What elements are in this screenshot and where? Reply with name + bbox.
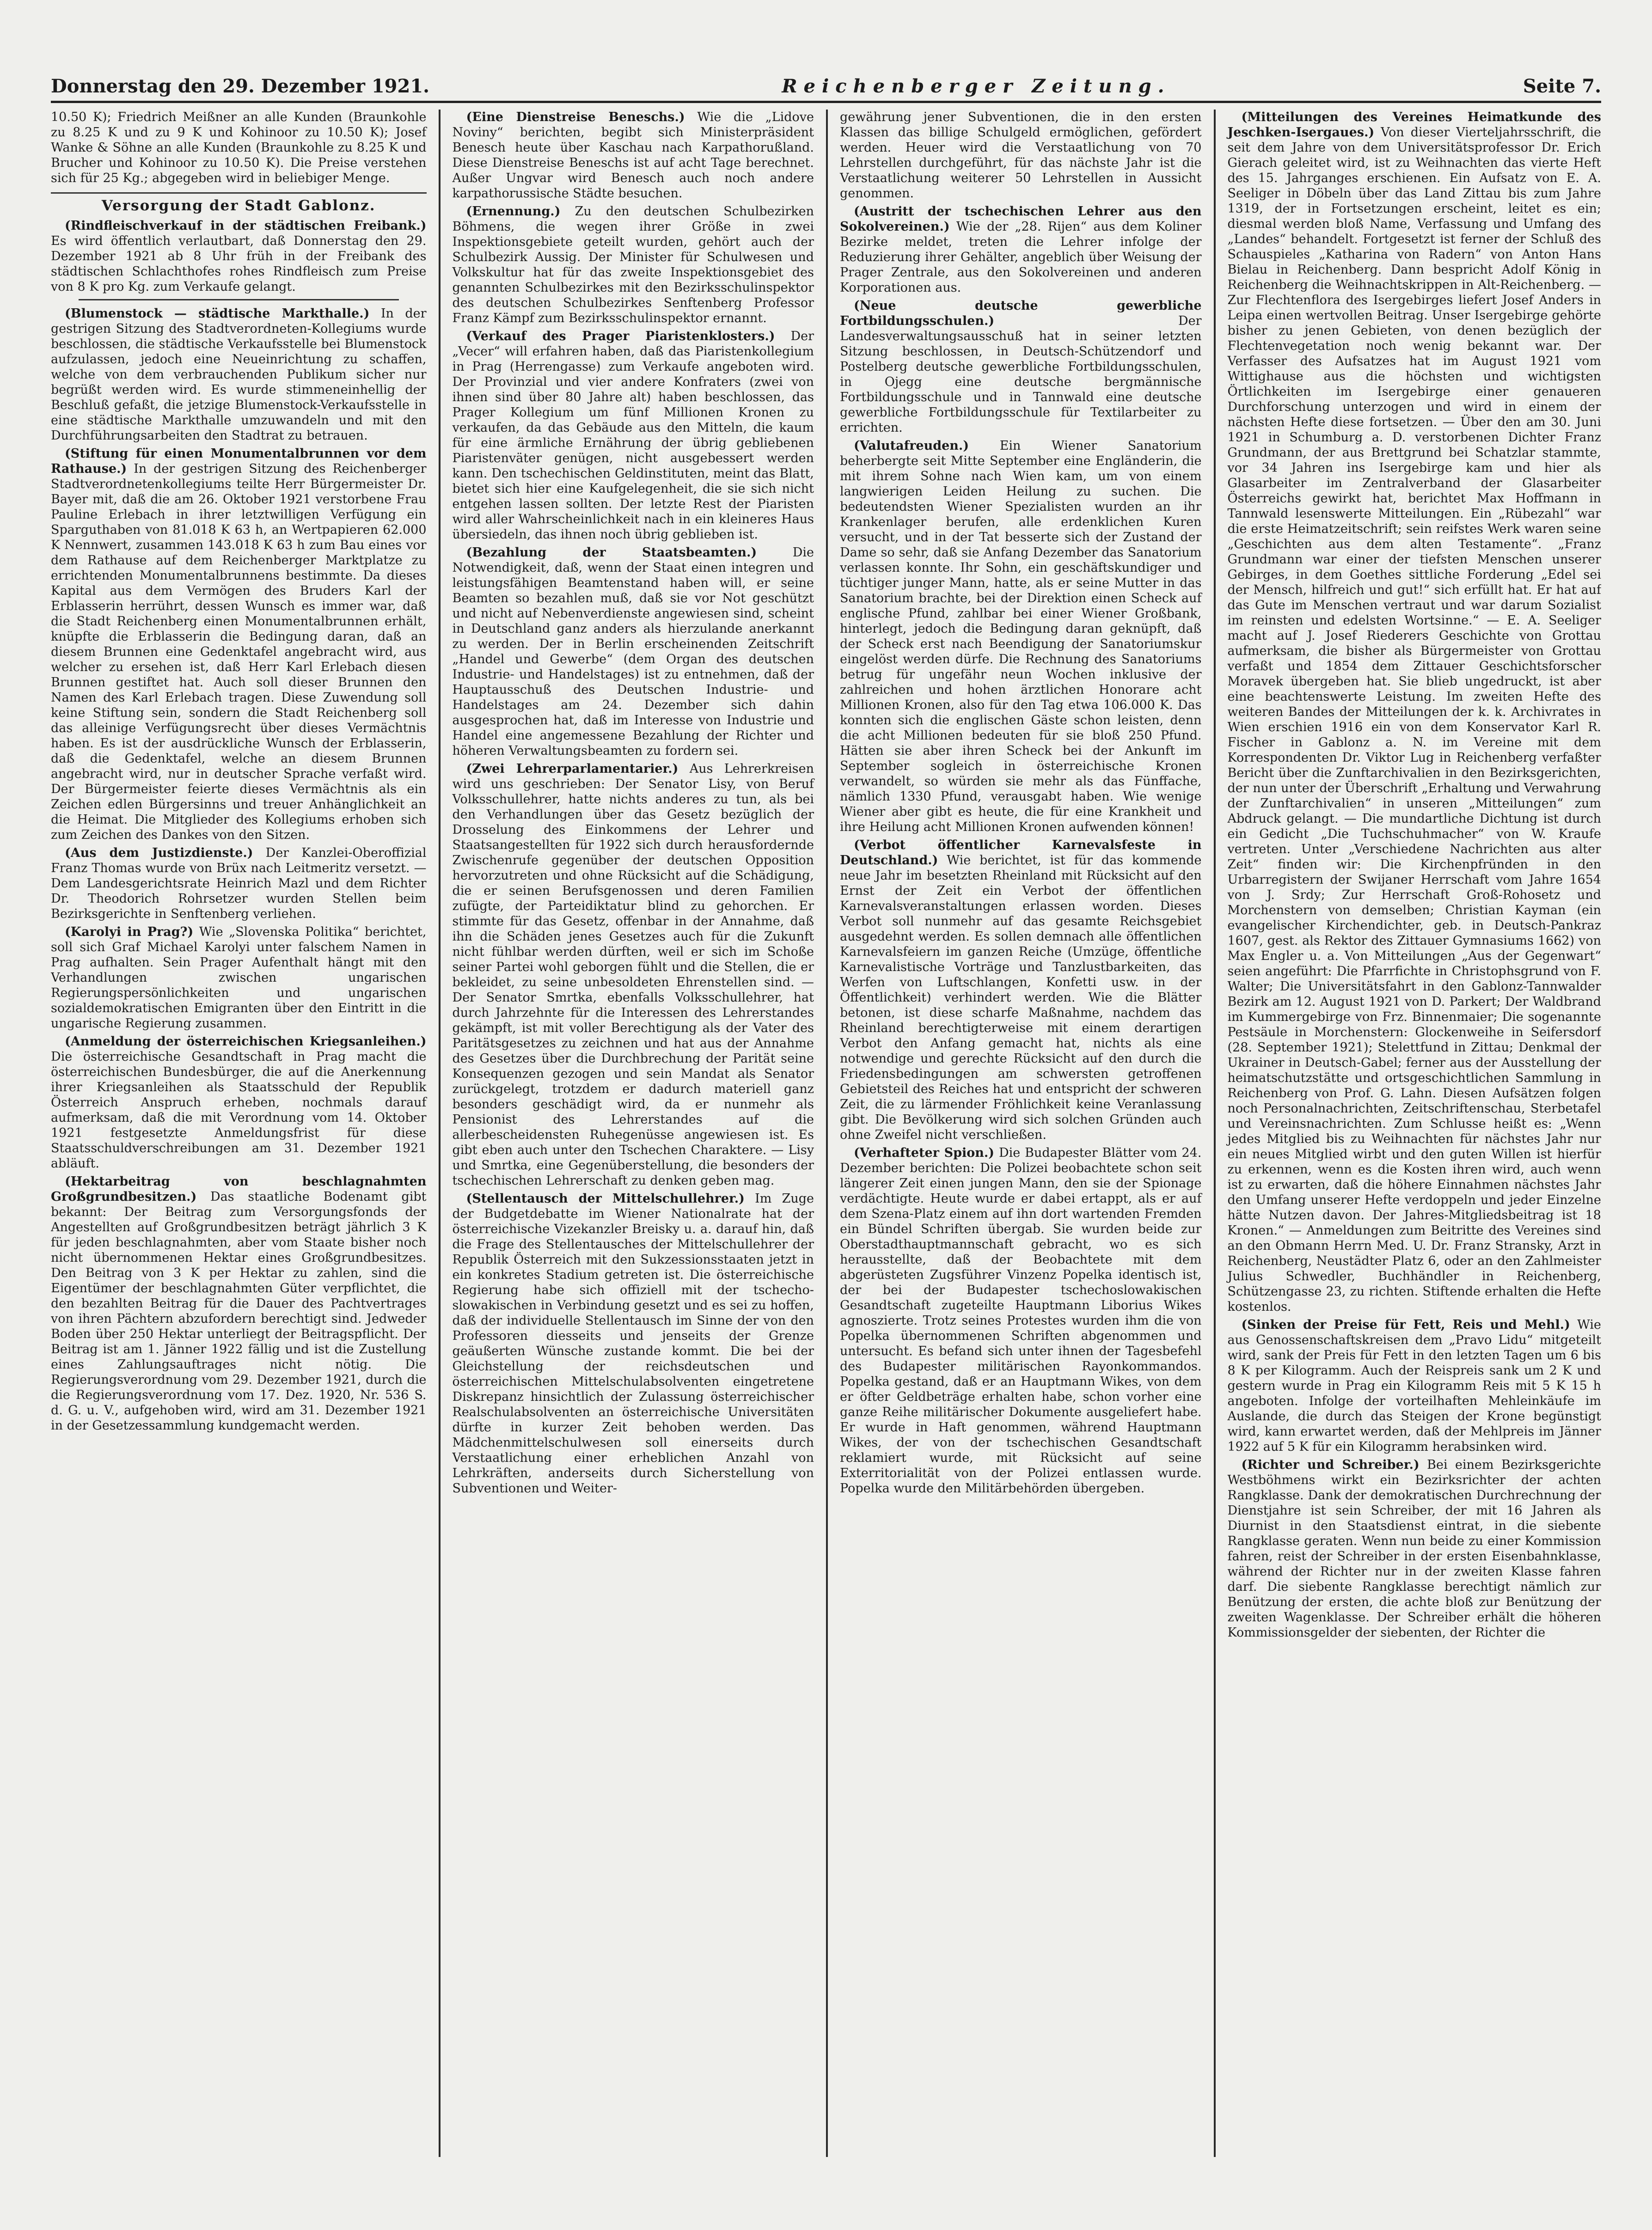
article — [1228, 1457, 1602, 1640]
article — [840, 298, 1202, 435]
divider — [79, 299, 399, 300]
article — [840, 837, 1202, 1142]
article-headline: (Bezahlung der Staatsbeamten.) — [466, 545, 757, 560]
article-body: Die Budapester Blätter vom 24. Dezember berichten: Die Polizei beobachtete schon seit längerer Zeit einen jungen Mann, den sie der Spionage verdächtigte. Heute wurde er dabei ertappt, als er auf dem Szena-Platz einem auf ihn dort wartenden Fremden ein Bündel Schriften übergab. Sie wurden beide zur Oberstadthauptmannschaft gebracht, wo es sich herausstellte, daß der Beobachtete mit dem abgerüsteten Zugsführer Vinzenz Popelka identisch ist, der bei der Budapester tschechoslowakischen Gesandtschaft zugeteilte Hauptmann Liborius Wikes agnoszierte. Trotz seines Protestes wurden ihm die von Popelka übernommenen Schriften abgenommen und untersucht. Es befand sich unter ihnen der Tagesbefehl des Budapester militärischen Rayonkommandos. Popelka gestand, daß er an Hauptmann Wikes, von dem er öfter Geldbeträge erhalten habe, schon vorher eine ganze Reihe militärischer Dokumente ausgeliefert habe. Er wurde in Haft genommen, während Hauptmann Wikes, der von der tschechischen Gesandtschaft reklamiert wurde, mit Rücksicht auf seine Exterritorialität von der Polizei entlassen wurde. Popelka wurde den Militärbehörden übergeben. — [840, 1146, 1202, 1496]
article-body: Wie berichtet, ist für das kommende neue Jahr im besetzten Rheinland mit Rücksicht auf den Ernst der Zeit ein Verbot der öffentlichen Karnevalsveranstaltungen erlassen worden. Dieses Verbot soll nunmehr auf das gesamte Reichsgebiet ausgedehnt werden. Es sollen demnach alle öffentlichen Karnevalsfeiern im ganzen Reiche (Umzüge, öffentliche Karnevalistische Vorträge und Tanzlustbarkeiten, das Werfen von Luftschlangen, Konfetti usw. in der Öffentlichkeit) verhindert werden. Wie die Blätter betonen, ist diese scharfe Maßnahme, nachdem das Rheinland berechtigterweise mit einem derartigen Verbot den Anfang gemacht hat, nichts als eine notwendige und gerechte Rücksicht auf den durch die Friedensbedingungen am schwersten getroffenen Gebietsteil des Reiches hat und entspricht der schweren Zeit, die zu lärmender Fröhlichkeit keine Veranlassung gibt. Die Bevölkerung wird sich solchen Gründen auch ohne Zweifel nicht verschließen. — [840, 853, 1202, 1142]
article — [453, 1191, 814, 1496]
article — [453, 204, 814, 326]
column-3 — [826, 110, 1214, 2157]
article-body: Wie „Slovenska Politika“ berichtet, soll sich Graf Michael Karolyi unter falschem Namen in Prag aufhalten. Sein Prager Aufenthalt hängt mit den Verhandlungen zwischen ungarischen Regierungspersönlichkeiten und ungarischen sozialdemokratischen Emigranten über den Eintritt in die ungarische Regierung zusammen. — [51, 925, 427, 1031]
article — [453, 545, 814, 758]
article-body: Die Notwendigkeit, daß, wenn der Staat einen integren und leistungsfähigen Beamtenstand haben will, er seine Beamten so bezahlen muß, daß sie vor Not geschützt und nicht auf Nebenverdienste angewiesen sind, scheint in Deutschland ganz anders als hierzulande anerkannt zu werden. Der in Berlin erscheinenden Zeitschrift „Handel und Gewerbe“ (dem Organ des deutschen Industrie- und Handelstages) ist zu entnehmen, daß der Hauptausschuß des Deutschen Industrie- und Handelstages am 24. Dezember sich dahin ausgesprochen hat, daß im Interesse von Industrie und Handel eine angemessene Bezahlung der Richter und höheren Verwaltungsbeamten zu fordern sei. — [452, 545, 814, 758]
article-body: Ein Wiener Sanatorium beherbergte seit Mitte September eine Engländerin, die mit ihrem Sohne nach Wien kam, um von einem langwierigen Leiden Heilung zu suchen. Die bedeutendsten Wiener Spezialisten wurden an ihr Krankenlager berufen, alle erdenklichen Kuren versucht, und in der Tat besserte sich der Zustand der Dame so sehr, daß sie Anfang Dezember das Sanatorium verlassen konnte. Ihr Sohn, ein geschäftskundiger und tüchtiger junger Mann, hatte, als er seine Mutter in das Sanatorium brachte, bei der Direktion einen Scheck auf englische Pfund, zahlbar bei einer Wiener Großbank, hinterlegt, jedoch die Bedingung daran geknüpft, daß der Scheck erst nach Beendigung der Sanatoriumskur eingelöst werden dürfe. Die Rechnung des Sanatoriums betrug für ungefähr neun Wochen inklusive der zahlreichen und hohen ärztlichen Honorare acht Millionen Kronen, also für den Tag etwa 106.000 K. Das konnten sich die englischen Gäste schon leisten, denn die acht Millionen bedeuten für sie bloß 250 Pfund. Hätten sie aber ihren Scheck bei der Ankunft im September sogleich in österreichische Kronen verwandelt, so würden sie mehr als das Fünffache, nämlich 1330 Pfund, verausgabt haben. Wie wenige Wiener aber gibt es heute, die für eine Krankheit und ihre Heilung acht Millionen Kronen aufwenden können! — [840, 439, 1202, 834]
column-4 — [1214, 110, 1602, 2157]
article-headline: (Zwei Lehrerparlamentarier.) — [466, 762, 679, 776]
article-body: Der Kanzlei-Oberoffizial Franz Thomas wurde von Brüx nach Leitmeritz versetzt. — Dem Landesgerichtsrate Heinrich Mazl und dem Richter Dr. Theodorich Rohrsetzer wurden Stellen beim Bezirksgerichte in Senftenberg verliehen. — [51, 846, 427, 921]
article-headline: (Karolyi in Prag?) — [65, 925, 194, 939]
section-heading: Versorgung der Stadt Gablonz. — [51, 192, 427, 214]
article — [453, 110, 814, 201]
article-headline: (Hektarbeitrag von beschlagnahmten Großgrundbesitzen.) — [51, 1174, 427, 1204]
article-headline: (Eine Dienstreise Beneschs.) — [466, 110, 685, 124]
article-body: Wie die „Lidove Noviny“ berichten, begibt sich Ministerpräsident Benesch heute über Kaschau nach Karpathorußland. Diese Dienstreise Beneschs ist auf acht Tage berechnet. Außer Ungvar wird Benesch auch noch andere karpathorussische Städte besuchen. — [452, 110, 814, 201]
article — [51, 218, 427, 294]
article-headline: (Blumenstock — städtische Markthalle.) — [65, 306, 370, 321]
article-body: In der gestrigen Sitzung des Reichenberger Stadtverordnetenkollegiums teilte Herr Bürgermeister Dr. Bayer mit, daß die am 26. Oktober 1921 verstorbene Frau Pauline Erlebach in ihrer letztwilligen Verfügung ein Sparguthaben von 81.018 K 63 h, an Wertpapieren 62.000 K Nennwert, zusammen 143.018 K 63 h zum Bau eines vor dem Rathause auf dem Reichenberger Marktplatze zu errichtenden Monumentalbrunnens bestimmte. Da dieses Kapital aus dem Vermögen des Bruders Karl der Erblasserin herrührt, dessen Wunsch es immer war, daß die Stadt Reichenberg einen Monumentalbrunnen erhält, knüpfte die Erblasserin die Bedingung daran, daß an diesem Brunnen eine Gedenktafel angebracht wird, aus welcher zu ersehen ist, daß Herr Karl Erlebach diesen Brunnen gestiftet hat. Auch soll dieser Brunnen den Namen des Karl Erlebach tragen. Diese Zuwendung soll keine Stiftung sein, sondern die Stadt Reichenberg soll das alleinige Verfügungsrecht über dieses Vermächtnis haben. Es ist der ausdrückliche Wunsch der Erblasserin, daß die Gedenktafel, welche an diesem Brunnen angebracht wird, nur in deutscher Sprache verfaßt wird. Der Bürgermeister feierte dieses Vermächtnis als ein Zeichen edlen Bürgersinns und treuer Anhänglichkeit an die Heimat. Die Mitglieder des Kollegiums erhoben sich zum Zeichen des Dankes von den Sitzen. — [51, 462, 427, 842]
article — [453, 761, 814, 1188]
article-headline: (Richter und Schreiber.) — [1241, 1458, 1419, 1472]
article-headline: (Austritt der tschechischen Lehrer aus den Sokolvereinen.) — [840, 204, 1202, 234]
article-body: Der Landesverwaltungsausschuß hat in seiner letzten Sitzung beschlossen, in Deutsch-Schützendorf und Postelberg deutsche gewerbliche Fortbildungsschulen, in Ojegg eine deutsche bergmännische Fortbildungsschule und in Tannwald eine deutsche gewerbliche Fortbildungsschule für Textilarbeiter zu errichten. — [840, 314, 1202, 435]
article-headline: (Sinken der Preise für Fett, Reis und Mehl.) — [1241, 1318, 1570, 1332]
article — [51, 1034, 427, 1171]
article — [51, 446, 427, 843]
article-body: Wie der „28. Rijen“ aus dem Koliner Bezirke meldet, treten die Lehrer infolge der Reduzierung ihrer Gehälter, angeblich über Weisung der Prager Zentrale, aus den Sokolvereinen und anderen Korporationen aus. — [840, 220, 1202, 295]
article-headline: (Verbot öffentlicher Karnevalsfeste in Deutschland.) — [840, 838, 1202, 868]
article — [1228, 1317, 1602, 1454]
article-body: Im Zuge der Budgetdebatte im Wiener Nationalrate hat der österreichische Vizekanzler Breisky u. a. darauf hin, daß die Frage des Stellentausches der Mittelschullehrer der Republik Österreich mit den Sukzessionsstaaten jetzt in ein konkretes Stadium getreten ist. Die österreichische Regierung habe sich offiziell mit der tschecho-slowakischen in Verbindung gesetzt und es sei zu hoffen, daß der individuelle Stellentausch im Sinne der von den Professoren diesseits und jenseits der Grenze geäußerten Wünsche zustande kommt. Die bei der Gleichstellung der reichsdeutschen und österreichischen Mittelschulabsolventen eingetretene Diskrepanz hinsichtlich der Zulassung österreichischer Realschulabsolventen an österreichische Universitäten dürfte in kurzer Zeit behoben werden. Das Mädchenmittelschulwesen soll einerseits durch Verstaatlichung einer erheblichen Anzahl von Lehrkräften, anderseits durch Sicherstellung von Subventionen und Weiter- — [452, 1191, 814, 1496]
article-headline: (Verkauf des Prager Piaristenklosters.) — [466, 329, 775, 343]
column-2 — [439, 110, 826, 2157]
article — [840, 1145, 1202, 1496]
article — [51, 924, 427, 1031]
issue-date: Donnerstag den 29. Dezember 1921. — [51, 75, 430, 97]
article-body: Der „Vecer“ will erfahren haben, daß das Piaristenkollegium in Prag (Herrengasse) zum Verkaufe angeboten wird. Der Provinzial und vier andere Konfraters (zwei von ihnen sind über 80 Jahre alt) haben beschlossen, das Prager Kollegium um fünf Millionen Kronen zu verkaufen, da das Gebäude aus den Mitteln, die kaum für eine ärmliche Ernährung der übrig gebliebenen Piaristenväter genügen, nicht ausgebessert werden kann. Den tschechischen Geldinstituten, meint das Blatt, bietet sich hier eine Kaufgelegenheit, die sie sich nicht entgehen lassen sollten. Der letzte Rest der Piaristen wird aller Wahrscheinlichkeit nach in ein kleineres Haus übersiedeln, das ihnen noch übrig geblieben ist. — [452, 329, 814, 542]
article-body: Die österreichische Gesandtschaft in Prag macht die österreichischen Bundesbürger, die auf die Anerkennung ihrer Kriegsanleihen als Staatsschuld der Republik Österreich Anspruch erheben, nochmals darauf aufmerksam, daß die mit Verordnung vom 14. Oktober 1921 festgesetzte Anmeldungsfrist für diese Staatsschuldverschreibungen am 31. Dezember 1921 abläuft. — [51, 1050, 427, 1171]
article-body: Von dieser Vierteljahrsschrift, die seit dem Jahre von dem Universitätsprofessor Dr. Erich Gierach geleitet wird, ist zu Weihnachten das vierte Heft des 15. Jahrganges erschienen. Ein Aufsatz von E. A. Seeliger in Döbeln über das Land Zittau bis zum Jahre 1319, der in Fortsetzungen erscheint, leitet es ein; diesmal werden bloß Name, Verfassung und Umfang des „Landes“ behandelt. Fortgesetzt ist ferner der Schluß des Schauspieles „Katharina von Radern“ von Anton Hans Bielau in Reichenberg. Dann bespricht Adolf König in Reichenberg die Weihnachtskrippen in Alt-Reichenberg. — Zur Flechtenflora des Isergebirges liefert Josef Anders in Leipa einen wertvollen Beitrag. Unser Isergebirge gehörte bisher zu jenen Gebieten, von denen bezüglich der Flechtenvegetation noch wenig bekannt war. Der Verfasser des Aufsatzes hat im August 1921 vom Wittighause aus die höchsten und wichtigsten Örtlichkeiten im Isergebirge einer genaueren Durchforschung unterzogen und wird in einem der nächsten Hefte diese fortsetzen. — Über den am 30. Juni 1921 in Schumburg a. D. verstorbenen Dichter Franz Grundmann, der aus Brettgrund bei Schatzlar stammte, vor 34 Jahren ins Isergebirge kam und hier als Glasarbeiter im Zentralverband der Glasarbeiter Österreichs gewirkt hat, berichtet Max Hoffmann in Tannwald lesenswerte Mitteilungen. Ein „Rübezahl“ war die erste Heimatzeitschrift; sein reifstes Werk waren seine „Geschichten aus dem alten Testamente“. „Franz Grundmann war einer der tiefsten Menschen unserer Gebirges, in dem Goethes sittliche Forderung „Edel sei der Mensch, hilfreich und gut!“ sich erfüllt hat. Er hat auf das Gute im Menschen vertraut und war darum Sozialist im reinsten und edelsten Wortsinne.“ — E. A. Seeliger macht auf J. Josef Riederers Geschichte von Grottau aufmerksam, die bisher als Bürgermeister von Grottau verfaßt und 1854 dem Zittauer Geschichtsforscher Moravek übergeben hat. Sie blieb ungedruckt, ist aber eine beachtenswerte Leistung. Im zweiten Hefte des weiteren Bandes der Mitteilungen der k. k. Archivrates in Wien erschien 1916 ein von dem Konservator Karl R. Fischer in Gablonz a. N. im Vereine mit dem Korrespondenten Dr. Viktor Lug in Reichenberg verfaßter Bericht über die Zunftarchivalien in den Bezirksgerichten, der nun unter der Überschrift „Erhaltung und Verwahrung der Zunftarchivalien“ in unseren „Mitteilungen“ zum Abdruck gelangt. — Die mundartliche Dichtung ist durch ein Gedicht „Die Tuchschuhmacher“ von W. Kraufe vertreten. Unter „Verschiedene Nachrichten aus alter Zeit“ finden wir: Die Kirchenpfründen in den Urbarregistern der Swijaner Herrschaft vom Jahre 1654 von J. Srdy; Zur Herrschaft Groß-Rohosetz und Morchenstern von demselben; Christian Kayman (ein evangelischer Kirchendichter, geb. in Deutsch-Pankraz 1607, gest. als Rektor des Zittauer Gymnasiums 1662) von Max Engler u. a. Von Mitteilungen „Aus der Gegenwart“ seien angeführt: Die Pfarrfichte in Christophsgrund von F. Walter; Die Universitätsfahrt in den Gablonz-Tannwalder Bezirk am 12. August 1921 von D. Parkert; Der Waldbrand im Kummergebirge von Frz. Binnenmaier; Die sogenannte Pestsäule in Morchenstern: Glockenweihe in Seifersdorf (28. September 1921); Stelettfund in Zittau; Denkmal der Ukrainer in Deutsch-Gabel; ferner aus der Ausstellung der heimatschutzstätte und ortsgeschichtlichen Sammlung in Reichenberg von Prof. G. Lahn. Diesen Aufsätzen folgen noch Personalnachrichten, Zeitschriftenschau, Sterbetafel und Vereinsnachrichten. Zum Schlusse heißt es: „Wenn jedes Mitglied bis zu Weihnachten für nächstes Jahr nur ein neues Mitglied wirbt und den guten Willen ist hierfür zu erkennen, wenn es die Kosten ihren wird, auch wenn ist zu erwarten, daß die höhere Einnahmen nächstes Jahr den Umfang unserer Hefte verdoppeln und jeder Einzelne hätte Nutzen davon. Der Jahres-Mitgliedsbeitrag ist 18 Kronen.“ — Anmeldungen zum Beitritte des Vereines sind an den Obmann Herrn Med. U. Dr. Franz Stransky, Arzt in Reichenberg, Neustädter Platz 6, oder an den Zahlmeister Julius Schwedler, Buchhändler in Reichenberg, Schützengasse 23, zu richten. Stiftende erhalten die Hefte kostenlos. — [1227, 125, 1601, 1314]
article-headline: (Aus dem Justizdienste.) — [65, 846, 253, 860]
article-headline: (Verhafteter Spion.) — [854, 1146, 995, 1160]
page-number: Seite 7. — [1523, 75, 1601, 97]
article-body: Es wird öffentlich verlautbart, daß Donnerstag den 29. Dezember 1921 ab 8 Uhr früh in der Freibank des städtischen Schlachthofes rohes Rindfleisch zum Preise von 8 K pro Kg. zum Verkaufe gelangt. — [51, 234, 427, 294]
page-header — [51, 69, 1601, 103]
article — [840, 438, 1202, 835]
article-headline: (Mitteilungen des Vereines Heimatkunde des Jeschken-Isergaues.) — [1227, 110, 1601, 140]
article-headline: (Stiftung für einen Monumentalbrunnen vor dem Rathause.) — [51, 446, 427, 476]
article — [51, 845, 427, 922]
article-headline: (Valutafreuden.) — [854, 439, 969, 453]
article-continued — [840, 110, 1202, 201]
article-headline: (Ernennung.) — [466, 204, 561, 219]
article-headline: (Stellentausch der Mittelschullehrer.) — [466, 1191, 745, 1206]
article-body: 10.50 K); Friedrich Meißner an alle Kunden (Braunkohle zu 8.25 K und zu 9 K und Kohinoor zu 10.50 K); Josef Wanke & Söhne an alle Kunden (Braunkohle zu 8.25 K und Brucher und Kohinoor zu 10.50 K). Die Preise verstehen sich für 25 Kg.; abgegeben wird in beliebiger Menge. — [51, 110, 427, 185]
article-headline: (Anmeldung der österreichischen Kriegsanleihen.) — [65, 1034, 427, 1049]
article-headline: (Neue deutsche gewerbliche Fortbildungsschulen.) — [840, 299, 1202, 328]
column-1 — [51, 110, 439, 2157]
article-body: gewährung jener Subventionen, die in den ersten Klassen das billige Schulgeld ermöglichen, gefördert werden. Heuer wird die Verstaatlichung von 70 Lehrstellen durchgeführt, für das nächste Jahr ist die Verstaatlichung weiterer 50 Lehrstellen in Aussicht genommen. — [840, 110, 1202, 201]
article-continued — [51, 110, 427, 186]
article — [51, 1174, 427, 1433]
article-body: Zu den deutschen Schulbezirken Böhmens, die wegen ihrer Größe in zwei Inspektionsgebiete geteilt wurden, gehört auch der Schulbezirk Aussig. Der Minister für Schulwesen und Volkskultur hat für das zweite Inspektionsgebiet des genannten Schulbezirkes mit den Bezirksschulinspektor des deutschen Schulbezirkes Senftenberg Professor Franz Kämpf zum Bezirksschulinspektor ernannt. — [452, 204, 814, 325]
masthead: Reichenberger Zeitung. — [782, 75, 1171, 97]
text-columns — [51, 110, 1601, 2157]
article — [1228, 110, 1602, 1314]
article — [453, 329, 814, 542]
article-headline: (Rindfleischverkauf in der städtischen Freibank.) — [65, 219, 427, 233]
article-body: Wie aus Genossenschaftskreisen dem „Pravo Lidu“ mitgeteilt wird, sank der Preis für Fett in den letzten Tagen um 6 bis 8 K per Kilogramm. Auch der Reispreis sank um 2 K und gestern wurde in Prag ein Kilogramm Reis mit 5 K 15 h angeboten. Infolge der vorteilhaften Mehleinkäufe im Auslande, die durch das Steigen der Krone begünstigt wird, kann erwartet werden, daß der Mehlpreis im Jänner 1922 auf 5 K für ein Kilogramm herabsinken wird. — [1227, 1318, 1601, 1454]
article-body: Aus Lehrerkreisen wird uns geschrieben: Der Senator Lisy, von Beruf Volksschullehrer, hatte nichts anderes zu tun, als bei den Verhandlungen über das Gesetz bezüglich der Drosselung des Einkommens der Lehrer und Staatsangestellten für 1922 sich durch herausfordernde Zwischenrufe gegenüber der deutschen Opposition hervorzutreten und ohne Rücksicht auf die Schädigung, die er seinen Berufsgenossen und deren Familien zufügte, der Parteidiktatur blind zu gehorchen. Er stimmte für das Gesetz, offenbar in der Annahme, daß ihn die Schäden jenes Gesetzes auch für die Zukunft nicht fühlbar werden dürften, weil er sich im Schoße seiner Partei wohl geborgen fühlt und die Stellen, die er bekleidet, zu seine unbesoldeten Ehrenstellen sind. — Der Senator Smrtka, ebenfalls Volksschullehrer, hat durch Jahrzehnte für die Interessen des Lehrerstandes gekämpft, ist mit voller Berechtigung als der Vater des Paritätsgesetzes zu zeichnen und hat aus der Annahme des Gesetzes über die Durchbrechung der Parität seine Konsequenzen gezogen und sein Mandat als Senator zurückgelegt, trotzdem er dadurch materiell ganz besonders geschädigt wird, da er nunmehr als Pensionist des Lehrerstandes auf die allerbescheidensten Ruhegenüsse angewiesen ist. Es gibt eben auch unter den Tschechen Charaktere. — Lisy und Smrtka, eine Gegenüberstellung, die besonders der tschechischen Lehrerschaft zu denken geben mag. — [452, 762, 814, 1188]
article-body: Bei einem Bezirksgerichte Westböhmens wirkt ein Bezirksrichter der achten Rangklasse. Dank der demokratischen Durchrechnung der Dienstjahre ist sein Schreiber, der mit 16 Jahren als Diurnist in den Staatsdienst eintrat, in die siebente Rangklasse geraten. Wenn nun beide zu einer Kommission fahren, reist der Schreiber in der ersten Eisenbahnklasse, während der Richter nur in der zweiten Klasse fahren darf. Die siebente Rangklasse berechtigt nämlich zur Benützung der ersten, die achte bloß zur Benützung der zweiten Wagenklasse. Der Schreiber erhält die höheren Kommissionsgelder der siebenten, der Richter die — [1227, 1458, 1601, 1640]
article — [51, 306, 427, 443]
article-body: Das staatliche Bodenamt gibt bekannt: Der Beitrag zum Versorgungsfonds der Angestellten auf Großgrundbesitzen beträgt jährlich 3 K für jeden beschlagnahmten, aber vom Staate bisher noch nicht übernommenen Hektar eines Großgrundbesitzes. Den Beitrag von 3 K per Hektar zu zahlen, sind die Eigentümer der beschlagnahmten Güter verpflichtet, die den bezahlten Beitrag für die Dauer des Pachtvertrages von ihren Pächtern abzufordern berechtigt sind. Jedweder Boden über 250 Hektar unterliegt der Beitragspflicht. Der Beitrag ist am 1. Jänner 1922 fällig und ist die Zustellung eines Zahlungsauftrages nicht nötig. Die Regierungsverordnung vom 29. Dezember 1921, durch die die Regierungsverordnung vom 17. Dez. 1920, Nr. 536 S. d. G. u. V., aufgehoben wird, wird am 31. Dezember 1921 in der Gesetzessammlung kundgemacht werden. — [51, 1190, 427, 1433]
article — [840, 204, 1202, 295]
article-body: In der gestrigen Sitzung des Stadtverordneten-Kollegiums wurde beschlossen, die städtische Verkaufsstelle bei Blumenstock aufzulassen, jedoch eine Neueinrichtung zu schaffen, welche von dem verbrauchenden Publikum sicher nur begrüßt werden wird. Es wurde stimmeneinhellig der Beschluß gefaßt, die jetzige Blumenstock-Verkaufsstelle in eine städtische Markthalle umzuwandeln und mit den Durchführungsarbeiten den Stadtrat zu betrauen. — [51, 306, 427, 443]
